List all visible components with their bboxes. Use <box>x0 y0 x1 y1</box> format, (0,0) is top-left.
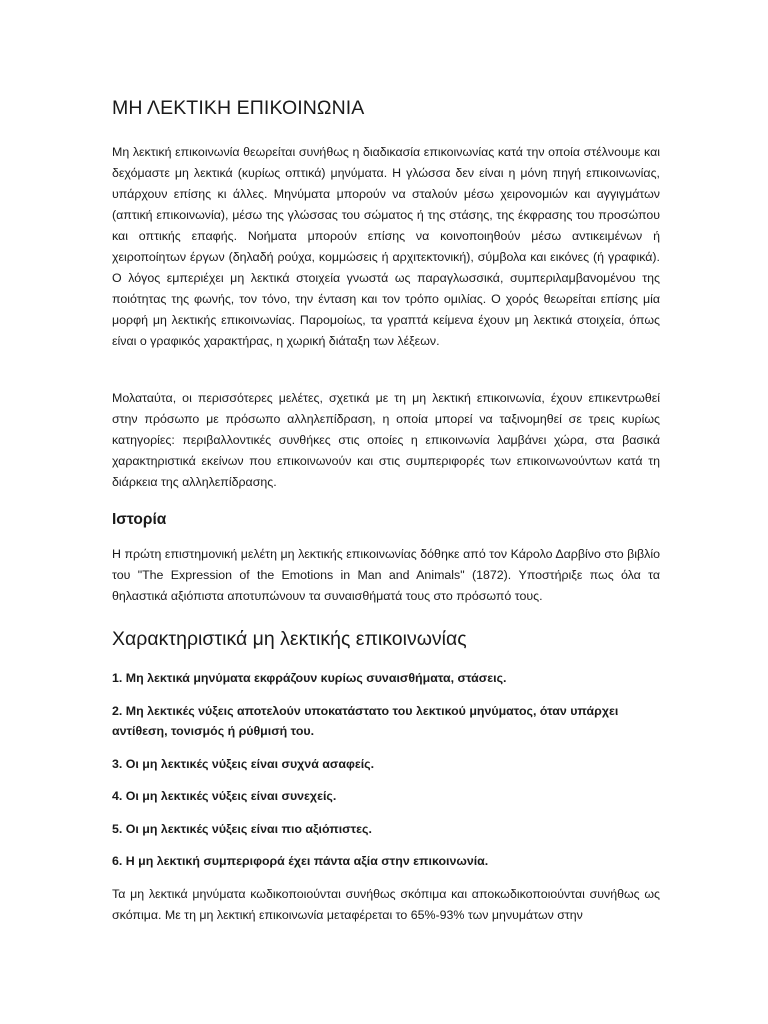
features-heading: Χαρακτηριστικά μη λεκτικής επικοινωνίας <box>112 628 467 650</box>
feature-item-2: 2. Μη λεκτικές νύξεις αποτελούν υποκατάστατο του λεκτικού μηνύματος, όταν υπάρχει αντίθεση, τονισμός ή ρύθμισή του. <box>112 703 619 738</box>
intro-paragraph: Μη λεκτική επικοινωνία θεωρείται συνήθως η διαδικασία επικοινωνίας κατά την οποία στέλνουμε και δεχόμαστε μη λεκτικά (κυρίως οπτικά) μηνύματα. Η γλώσσα δεν είναι η μόνη πηγή επικοινωνίας, υπάρχουν επίσης κι άλλες. Μηνύματα μπορούν να σταλούν μέσω χειρονομιών και αγγιγμάτων (απτική επικοινωνία), μέσω της γλώσσας του σώματος ή της στάσης, της έκφρασης του προσώπου και οπτικής επαφής. Νοήματα μπορούν επίσης να κοινοποιηθούν μέσω αντικειμένων ή χειροποίητων έργων (δηλαδή ρούχα, κομμώσεις ή αρχιτεκτονική), σύμβολα και εικόνες (ή γραφικά). Ο λόγος εμπεριέχει μη λεκτικά στοιχεία γνωστά ως παραγλωσσικά, συμπεριλαμβανομένου της ποιότητας της φωνής, τον τόνο, την ένταση και τον τρόπο ομιλίας. Ο χορός θεωρείται επίσης μία μορφή μη λεκτικής επικοινωνίας. Παρομοίως, τα γραπτά κείμενα έχουν μη λεκτικά στοιχεία, όπως είναι ο γραφικός χαρακτήρας, η χωρική διάταξη των λέξεων. <box>112 145 660 348</box>
document-page <box>112 92 660 926</box>
studies-paragraph: Μολαταύτα, οι περισσότερες μελέτες, σχετικά με τη μη λεκτική επικοινωνία, έχουν επικεντρωθεί στην πρόσωπο με πρόσωπο αλληλεπίδραση, η οποία μπορεί να ταξινομηθεί σε τρεις κυρίως κατηγορίες: περιβαλλοντικές συνθήκες στις οποίες η επικοινωνία λαμβάνει χώρα, στα βασικά χαρακτηριστικά εκείνων που επικοινωνούν και στις συμπεριφορές των επικοινωνούντων κατά τη διάρκεια της αλληλεπίδρασης. <box>112 391 660 489</box>
feature-item-1: 1. Μη λεκτικά μηνύματα εκφράζουν κυρίως συναισθήματα, στάσεις. <box>112 671 507 685</box>
document-title: ΜΗ ΛΕΚΤΙΚΗ ΕΠΙΚΟΙΝΩΝΙΑ <box>112 97 365 119</box>
feature-item-4: 4. Οι μη λεκτικές νύξεις είναι συνεχείς. <box>112 789 337 803</box>
history-heading: Ιστορία <box>112 511 167 528</box>
feature-item-6: 6. Η μη λεκτική συμπεριφορά έχει πάντα αξία στην επικοινωνία. <box>112 854 489 868</box>
feature-item-3: 3. Οι μη λεκτικές νύξεις είναι συχνά ασαφείς. <box>112 756 375 771</box>
feature-item-5: 5. Οι μη λεκτικές νύξεις είναι πιο αξιόπιστες. <box>112 821 372 836</box>
final-paragraph: Τα μη λεκτικά μηνύματα κωδικοποιούνται συνήθως σκόπιμα και αποκωδικοποιούνται συνήθως ως σκόπιμα. Με τη μη λεκτική επικοινωνία μεταφέρεται το 65%-93% των μηνυμάτων στην <box>112 886 660 922</box>
history-paragraph: Η πρώτη επιστημονική μελέτη μη λεκτικής επικοινωνίας δόθηκε από τον Κάρολο Δαρβίνο στο βιβλίο του "The Expression of the Emotions in Man and Animals" (1872). Υποστήριξε πως όλα τα θηλαστικά αξιόπιστα αποτυπώνουν τα συναισθήματά τους στο πρόσωπό τους. <box>112 547 660 603</box>
